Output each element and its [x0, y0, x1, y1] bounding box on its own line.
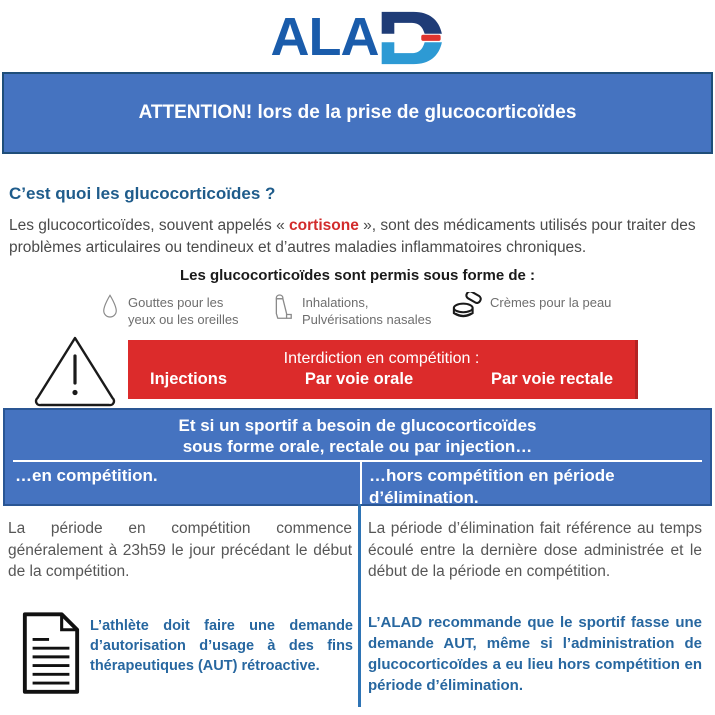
permitted-item-label — [128, 292, 239, 328]
permitted-forms-title: Les glucocorticoïdes sont permis sous forme de : — [179, 267, 536, 284]
table-title-line1: Et si un sportif a besoin de glucocorticoïdes — [178, 416, 537, 435]
permitted-item-label-line2: yeux ou les oreilles — [128, 312, 239, 327]
table-horizontal-rule — [13, 460, 702, 462]
intro-paragraph-after: », sont des médicaments utilisés pour traiter des problèmes articulaires ou tendineux et d’autres maladies inflammatoires chroniques. — [9, 217, 696, 256]
column-divider — [358, 504, 361, 707]
permitted-item-label-line2: Pulvérisations nasales — [302, 312, 432, 327]
alad-logo — [0, 6, 715, 68]
permitted-item-drops — [100, 292, 239, 328]
permitted-item-label-line1: Gouttes pour les — [128, 295, 224, 310]
intro-paragraph-before: Les glucocorticoïdes, souvent appelés « — [9, 217, 290, 234]
permitted-item-creams — [452, 292, 611, 322]
alad-recommendation-note: L’ALAD recommande que le sportif fasse une demande AUT, même si l’administration de glucocorticoïdes a eu lieu hors compétition en période d’élimination. — [368, 614, 702, 694]
prohibition-item-rectal: Par voie rectale — [491, 370, 613, 388]
column-header-in-competition: …en compétition. — [15, 466, 158, 485]
prohibition-item-injections: Injections — [150, 370, 228, 388]
permitted-item-label — [490, 292, 611, 311]
warning-triangle-icon — [32, 333, 118, 407]
cream-icon — [452, 292, 482, 322]
attention-banner-title: ATTENTION! lors de la prise de glucocorticoïdes — [138, 102, 577, 123]
permitted-item-inhalations — [268, 292, 431, 328]
prohibition-banner — [128, 340, 638, 399]
aut-retroactive-note: L’athlète doit faire une demande d’autorisation d’usage à des fins thérapeutiques (AUT) rétroactive. — [90, 618, 353, 674]
permitted-item-label — [302, 292, 431, 328]
table-header — [3, 408, 712, 506]
prohibition-title: Interdiction en compétition : — [283, 350, 480, 367]
attention-banner — [2, 72, 713, 154]
intro-heading: C’est quoi les glucocorticoïdes ? — [9, 184, 276, 203]
table-title — [5, 410, 710, 457]
in-competition-body-text: La période en compétition commence généralement à 23h59 le jour précédant le début de la compétition. — [8, 520, 352, 580]
alad-logo-d-icon — [380, 11, 444, 65]
out-of-competition-body-text: La période d’élimination fait référence au temps écoulé entre la dernière dose administrée et le début de la période en compétition. — [368, 520, 702, 580]
inhaler-icon — [268, 292, 294, 324]
alad-logo-text: ALA — [270, 7, 379, 67]
prohibition-item-oral: Par voie orale — [304, 370, 414, 388]
table-vertical-divider — [360, 460, 362, 504]
droplet-icon — [100, 292, 120, 322]
intro-paragraph — [9, 215, 709, 258]
table-title-line2: sous forme orale, rectale ou par injection… — [182, 437, 533, 456]
document-icon — [20, 611, 82, 695]
permitted-item-label-line1: Crèmes pour la peau — [490, 295, 612, 310]
cortisone-highlight: cortisone — [289, 217, 359, 234]
permitted-item-label-line1: Inhalations, — [302, 295, 369, 310]
prohibition-items — [128, 368, 635, 389]
column-header-out-of-competition: …hors compétition en période d’élimination. — [369, 466, 615, 507]
